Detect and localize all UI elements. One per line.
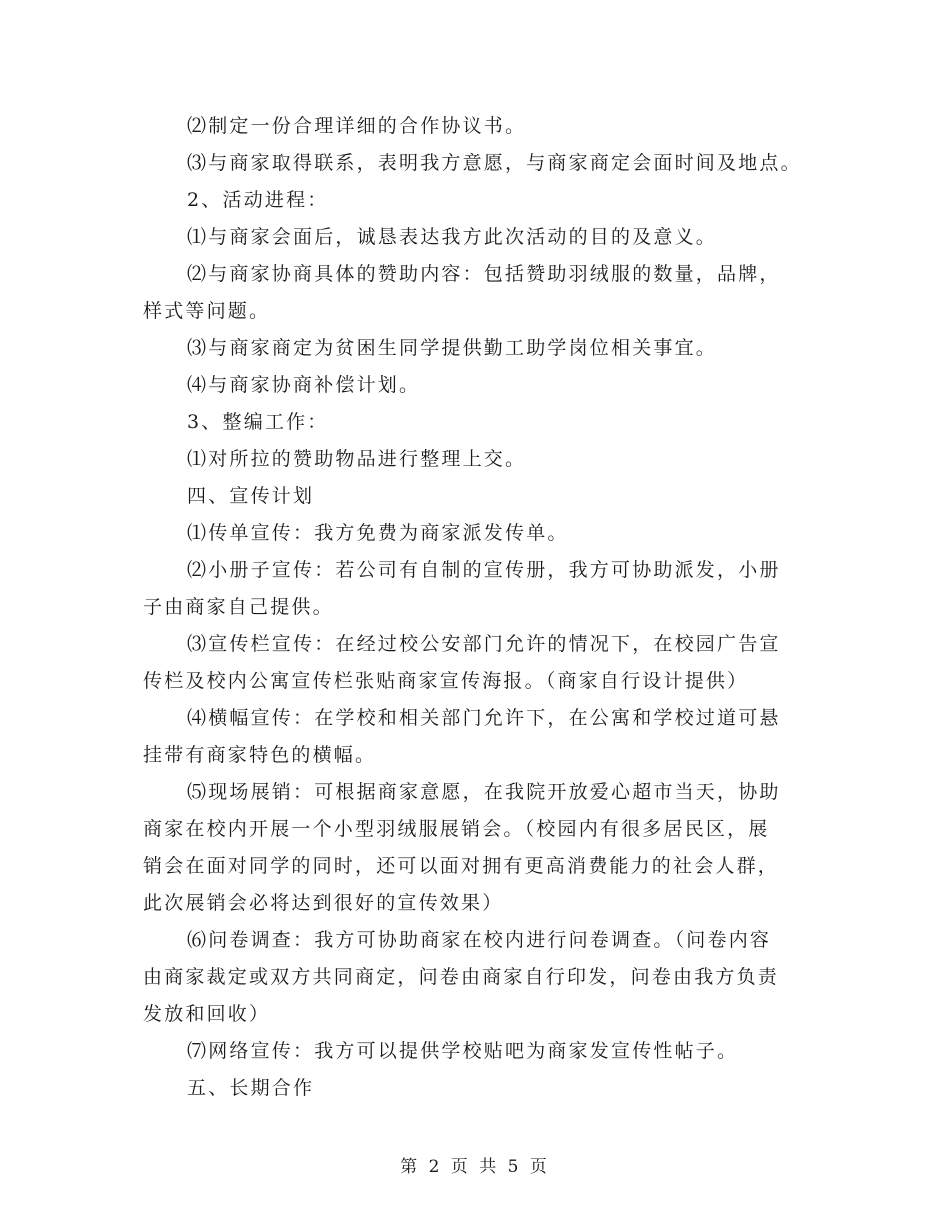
text-line: 此次展销会必将达到很好的宣传效果）	[143, 892, 504, 914]
text-line: 四、宣传计划	[187, 485, 315, 507]
text-line: 3、整编工作：	[187, 411, 329, 433]
text-line: ⑶与商家商定为贫困生同学提供勤工助学岗位相关事宜。	[187, 337, 718, 359]
text-line: ⑵制定一份合理详细的合作协议书。	[187, 115, 527, 137]
text-line: 五、长期合作	[187, 1077, 315, 1099]
text-line: 销会在面对同学的同时，还可以面对拥有更高消费能力的社会人群，	[143, 855, 780, 877]
text-line: ⑷横幅宣传：在学校和相关部门允许下，在公寓和学校过道可悬	[187, 707, 781, 729]
text-line: 2、活动进程：	[187, 189, 329, 211]
text-line: 发放和回收）	[143, 1003, 271, 1025]
text-line: ⑺网络宣传：我方可以提供学校贴吧为商家发宣传性帖子。	[187, 1040, 739, 1062]
text-line: ⑴与商家会面后，诚恳表达我方此次活动的目的及意义。	[187, 226, 718, 248]
text-line: ⑷与商家协商补偿计划。	[187, 374, 421, 396]
text-line: ⑵小册子宣传：若公司有自制的宣传册，我方可协助派发，小册	[187, 559, 781, 581]
text-line: 传栏及校内公寓宣传栏张贴商家宣传海报。（商家自行设计提供）	[143, 670, 749, 692]
document-body	[143, 108, 823, 1107]
text-line: 商家在校内开展一个小型羽绒服展销会。（校园内有很多居民区，展	[143, 818, 770, 840]
text-line: ⑶宣传栏宣传：在经过校公安部门允许的情况下，在校园广告宣	[187, 633, 781, 655]
text-line: ⑶与商家取得联系，表明我方意愿，与商家商定会面时间及地点。	[187, 152, 802, 174]
text-line: 样式等问题。	[143, 300, 271, 322]
text-line: 挂带有商家特色的横幅。	[143, 744, 377, 766]
text-line: ⑸现场展销：可根据商家意愿，在我院开放爱心超市当天，协助	[187, 781, 781, 803]
text-line: 子由商家自己提供。	[143, 596, 334, 618]
text-line: ⑴传单宣传：我方免费为商家派发传单。	[187, 522, 569, 544]
text-line: ⑵与商家协商具体的赞助内容：包括赞助羽绒服的数量，品牌，	[187, 263, 781, 285]
text-line: 由商家裁定或双方共同商定，问卷由商家自行印发，问卷由我方负责	[143, 966, 780, 988]
text-line: ⑹问卷调查：我方可协助商家在校内进行问卷调查。（问卷内容	[187, 929, 772, 951]
page-footer: 第 2 页 共 5 页	[400, 1157, 550, 1177]
text-line: ⑴对所拉的赞助物品进行整理上交。	[187, 448, 527, 470]
